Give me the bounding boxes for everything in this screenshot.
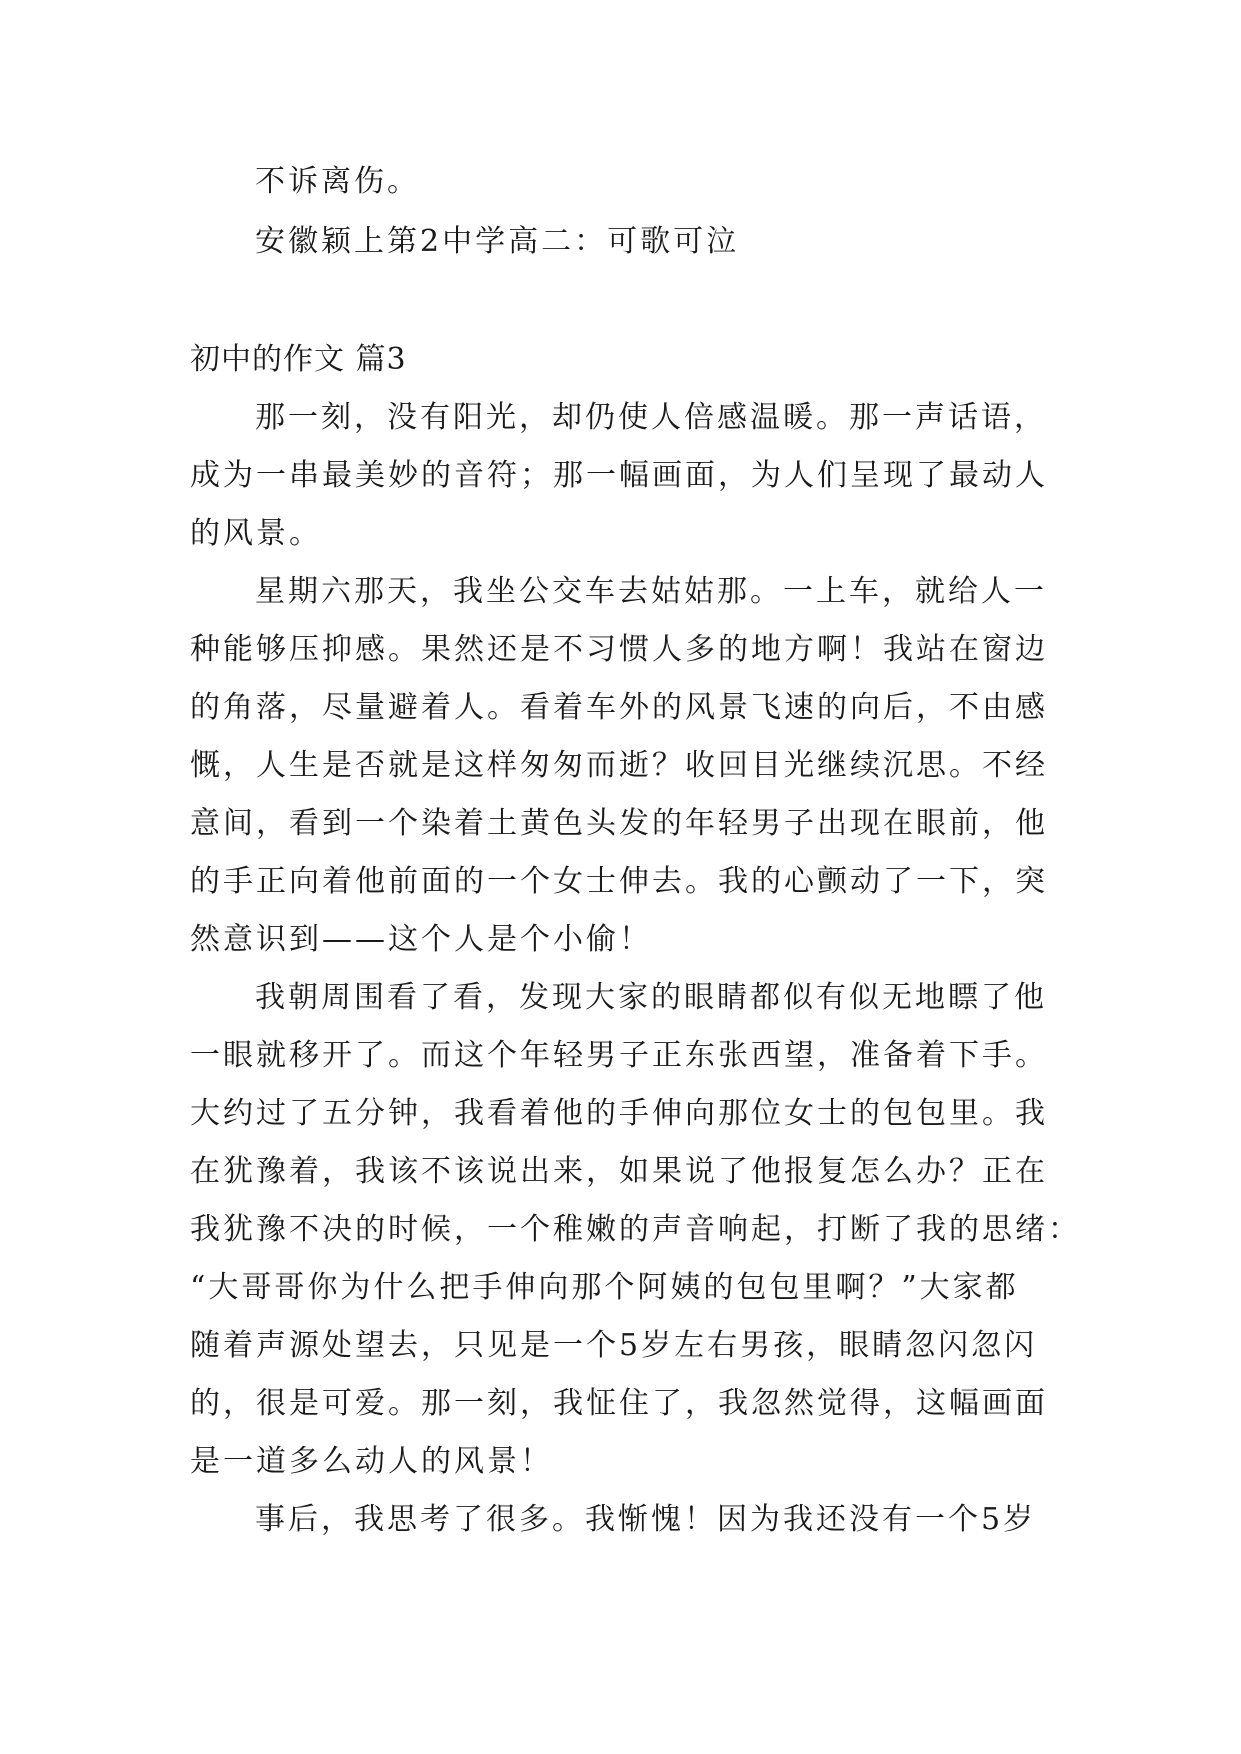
paragraph-line: 成为一串最美妙的音符；那一幅画面，为人们呈现了最动人 (190, 458, 1048, 493)
paragraph-line: 是一道多么动人的风景！ (190, 1444, 553, 1479)
paragraph-line: 星期六那天，我坐公交车去姑姑那。一上车，就给人一 (255, 574, 1047, 609)
paragraph-line: 大约过了五分钟，我看着他的手伸向那位女士的包包里。我 (190, 1096, 1048, 1131)
paragraph-line: 的手正向着他前面的一个女士伸去。我的心颤动了一下，突 (190, 864, 1048, 899)
paragraph-line: 慨，人生是否就是这样匆匆而逝？收回目光继续沉思。不经 (190, 748, 1048, 783)
paragraph-line: 在犹豫着，我该不该说出来，如果说了他报复怎么办？正在 (190, 1154, 1048, 1189)
paragraph-line: 事后，我思考了很多。我惭愧！因为我还没有一个5岁 (255, 1502, 1037, 1537)
paragraph-line: 我犹豫不决的时候，一个稚嫩的声音响起，打断了我的思绪： (190, 1212, 1081, 1247)
top-line-1: 不诉离伤。 (255, 164, 420, 199)
paragraph-line: 那一刻，没有阳光，却仍使人倍感温暖。那一声话语， (255, 400, 1047, 435)
paragraph-line: 的，很是可爱。那一刻，我怔住了，我忽然觉得，这幅画面 (190, 1386, 1048, 1421)
paragraph-line: 一眼就移开了。而这个年轻男子正东张西望，准备着下手。 (190, 1038, 1048, 1073)
paragraph-line: 种能够压抑感。果然还是不习惯人多的地方啊！我站在窗边 (190, 632, 1048, 667)
paragraph-line: 的风景。 (190, 516, 322, 551)
section-heading: 初中的作文 篇3 (190, 342, 407, 377)
paragraph-line: 我朝周围看了看，发现大家的眼睛都似有似无地瞟了他 (255, 980, 1047, 1015)
paragraph-line: 意间，看到一个染着土黄色头发的年轻男子出现在眼前，他 (190, 806, 1048, 841)
top-line-2: 安徽颖上第2中学高二：可歌可泣 (255, 224, 740, 259)
paragraph-line: 的角落，尽量避着人。看着车外的风景飞速的向后，不由感 (190, 690, 1048, 725)
paragraph-line: 然意识到——这个人是个小偷！ (190, 922, 652, 957)
paragraph-line: “大哥哥你为什么把手伸向那个阿姨的包包里啊？”大家都 (190, 1270, 1019, 1305)
paragraph-line: 随着声源处望去，只见是一个5岁左右男孩，眼睛忽闪忽闪 (190, 1328, 1038, 1363)
